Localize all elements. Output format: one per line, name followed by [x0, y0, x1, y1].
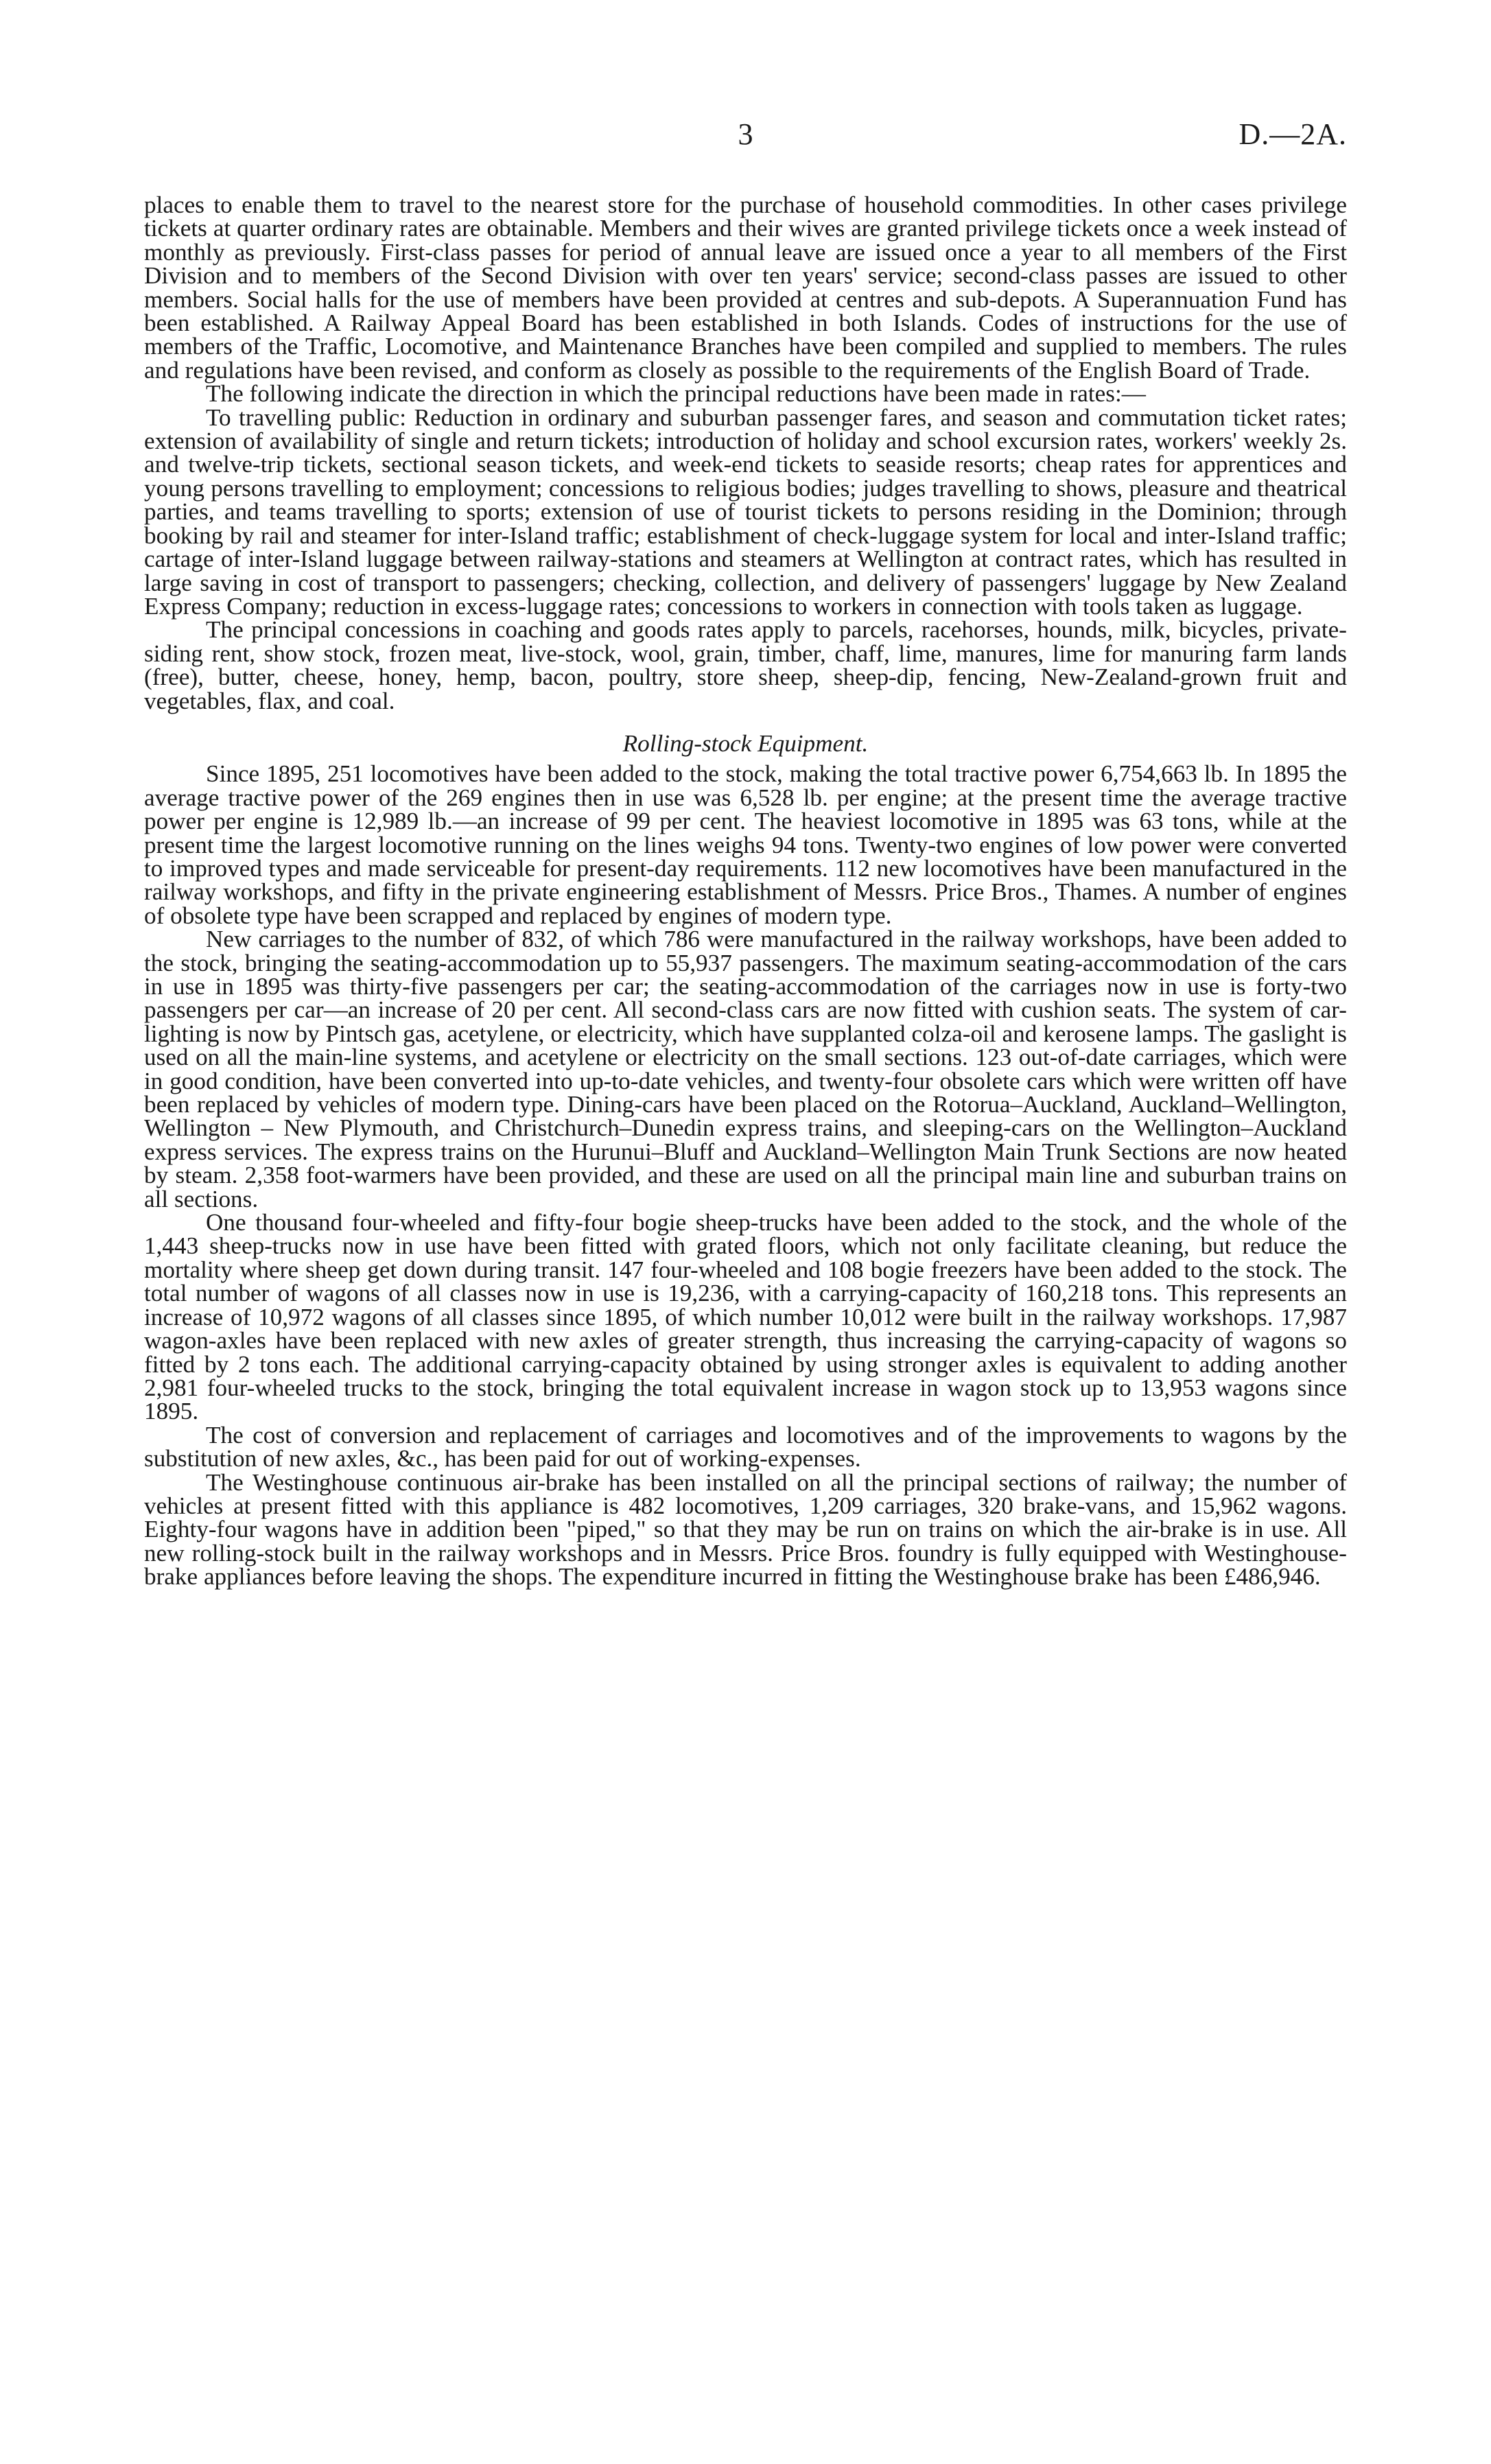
paragraph: New carriages to the number of 832, of which 786 were manufactured in the railway workshops, have been added to the stock, bringing the seating-accommodation up to 55,937 passengers. The maximum seating-accommodation of the cars in use in 1895 was thirty-five passengers per car; the seating-accommodation of the carriages now in use is forty-two passengers per car—an increase of 20 per cent. All second-class cars are now fitted with cushion seats. The system of car-lighting is now by Pintsch gas, acetylene, or electricity, which have supplanted colza-oil and kerosene lamps. The gaslight is used on all the main-line systems, and acetylene or electricity on the small sections. 123 out-of-date carriages, which were in good condition, have been converted into up-to-date vehicles, and twenty-four obsolete cars which were written off have been replaced by vehicles of modern type. Dining-cars have been placed on the Rotorua–Auckland, Auckland–Wellington, Wellington – New Plymouth, and Christchurch–Dunedin express trains, and sleeping-cars on the Wellington–Auckland express services. The express trains on the Hurunui–Bluff and Auckland–Wellington Main Trunk Sections are now heated by steam. 2,358 foot-warmers have been provided, and these are used on all the principal main line and suburban trains on all sections. [144, 926, 1347, 1212]
paragraph: places to enable them to travel to the nearest store for the purchase of household commodities. In other cases privilege tickets at quarter ordinary rates are obtainable. Members and their wives are granted privilege tickets once a week instead of monthly as previously. First-class passes for period of annual leave are issued once a year to all members of the First Division and to members of the Second Division with over ten years' service; second-class passes are issued to other members. Social halls for the use of members have been provided at centres and sub-depots. A Superannuation Fund has been established. A Railway Appeal Board has been established in both Islands. Codes of instructions for the use of members of the Traffic, Locomotive, and Maintenance Branches have been compiled and supplied to members. The rules and regulations have been revised, and conform as closely as possible to the requirements of the English Board of Trade. [144, 191, 1347, 384]
page-body [144, 193, 1347, 1589]
paragraph: The principal concessions in coaching and goods rates apply to parcels, racehorses, hounds, milk, bicycles, private-siding rent, show stock, frozen meat, live-stock, wool, grain, timber, chaff, lime, manures, lime for manuring farm lands (free), butter, cheese, honey, hemp, bacon, poultry, store sheep, sheep-dip, fencing, New-Zealand-grown fruit and vegetables, flax, and coal. [144, 616, 1347, 714]
paragraph: The following indicate the direction in which the principal reductions have been made in rates:— [206, 380, 1146, 408]
document-id: D.—2A. [1238, 117, 1347, 151]
paragraph: The Westinghouse continuous air-brake has been installed on all the principal sections of railway; the number of vehicles at present fitted with this appliance is 482 locomotives, 1,209 carriages, 320 brake-vans, and 15,962 wagons. Eighty-four wagons have in addition been "piped," so that they may be run on trains on which the air-brake is in use. All new rolling-stock built in the railway workshops and in Messrs. Price Bros. foundry is fully equipped with Westinghouse-brake appliances before leaving the shops. The expenditure incurred in fitting the Westinghouse brake has been £486,946. [144, 1468, 1347, 1591]
page-header [144, 117, 1347, 165]
paragraph: Since 1895, 251 locomotives have been added to the stock, making the total tractive power 6,754,663 lb. In 1895 the average tractive power of the 269 engines then in use was 6,528 lb. per engine; at the present time the average tractive power per engine is 12,989 lb.—an increase of 99 per cent. The heaviest locomotive in 1895 was 63 tons, while at the present time the largest locomotive running on the lines weighs 94 tons. Twenty-two engines of low power were converted to improved types and made serviceable for present-day requirements. 112 new locomotives have been manufactured in the railway workshops, and fifty in the private engineering establishment of Messrs. Price Bros., Thames. A number of engines of obsolete type have been scrapped and replaced by engines of modern type. [144, 760, 1347, 929]
page-number: 3 [738, 117, 753, 151]
paragraph: One thousand four-wheeled and fifty-four bogie sheep-trucks have been added to the stock, and the whole of the 1,443 sheep-trucks now in use have been fitted with grated floors, which not only facilitate cleaning, but reduce the mortality where sheep get down during transit. 147 four-wheeled and 108 bogie freezers have been added to the stock. The total number of wagons of all classes now in use is 19,236, with a carrying-capacity of 160,218 tons. This represents an increase of 10,972 wagons of all classes since 1895, of which number 10,012 were built in the railway workshops. 17,987 wagon-axles have been replaced with new axles of greater strength, thus increasing the carrying-capacity of wagons so fitted by 2 tons each. The additional carrying-capacity obtained by using stronger axles is equivalent to adding another 2,981 four-wheeled trucks to the stock, bringing the total equivalent increase in wagon stock up to 13,953 wagons since 1895. [144, 1209, 1347, 1425]
section-heading: Rolling-stock Equipment. [622, 729, 869, 757]
paragraph: The cost of conversion and replacement of carriages and locomotives and of the improvements to wagons by the substitution of new axles, &c., has been paid for out of working-expenses. [144, 1421, 1347, 1472]
paragraph: To travelling public: Reduction in ordinary and suburban passenger fares, and season and commutation ticket rates; extension of availability of single and return tickets; introduction of holiday and school excursion rates, workers' weekly 2s. and twelve-trip tickets, sectional season tickets, and week-end tickets to seaside resorts; cheap rates for apprentices and young persons travelling to employment; concessions to religious bodies; judges travelling to shows, pleasure and theatrical parties, and teams travelling to sports; extension of use of tourist tickets to persons residing in the Dominion; through booking by rail and steamer for inter-Island traffic; establishment of check-luggage system for local and inter-Island traffic; cartage of inter-Island luggage between railway-stations and steamers at Wellington at contract rates, which has resulted in large saving in cost of transport to passengers; checking, collection, and delivery of passengers' luggage by New Zealand Express Company; reduction in excess-luggage rates; concessions to workers in connection with tools taken as luggage. [144, 403, 1347, 620]
